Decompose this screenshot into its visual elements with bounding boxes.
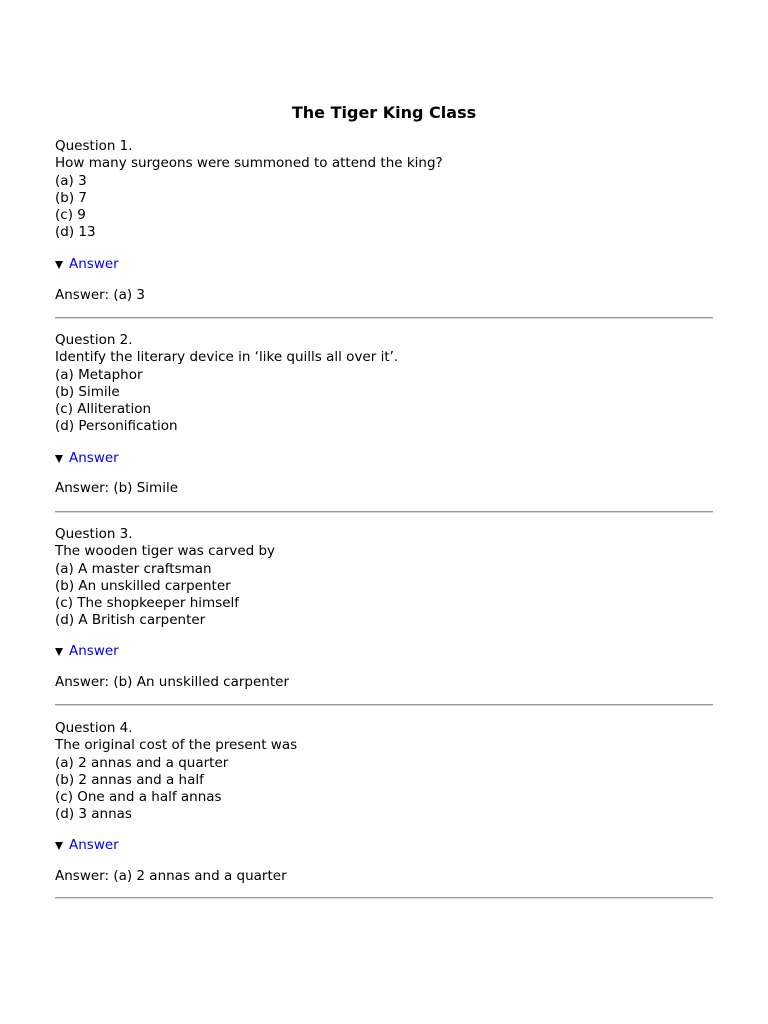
option-b: (b) Simile [55,383,120,400]
question-text: How many surgeons were summoned to attend the king? [55,155,443,172]
option-a: (a) 2 annas and a quarter [55,754,229,771]
question-label: Question 3. [55,526,133,542]
question-3-block [55,526,713,630]
answer-text-4: Answer: (a) 2 annas and a quarter [55,868,287,884]
option-a: (a) Metaphor [55,366,143,383]
disclosure-triangle-icon [55,455,63,463]
option-b: (b) 7 [55,189,87,206]
option-b: (b) 2 annas and a half [55,771,204,788]
option-c: (c) 9 [55,207,86,223]
option-d: (d) 13 [55,224,96,241]
question-label: Question 1. [55,138,133,154]
option-b: (b) An unskilled carpenter [55,577,231,594]
question-2-block [55,332,713,436]
answer-toggle-label: Answer [69,837,119,853]
option-d: (d) Personification [55,418,178,435]
page-title: The Tiger King Class [291,103,477,122]
question-1-block [55,138,713,242]
question-text: Identify the literary device in ‘like quills all over it’. [55,349,399,366]
divider [55,704,713,706]
option-c: (c) One and a half annas [55,789,222,805]
option-c: (c) Alliteration [55,401,152,417]
divider [55,317,713,319]
answer-toggle-2[interactable] [55,450,119,467]
disclosure-triangle-icon [55,648,63,656]
disclosure-triangle-icon [55,261,63,269]
answer-toggle-label: Answer [69,450,119,466]
answer-toggle-label: Answer [69,643,119,659]
option-d: (d) 3 annas [55,806,132,823]
option-a: (a) A master craftsman [55,560,212,577]
answer-text-1: Answer: (a) 3 [55,287,146,303]
question-4-block [55,720,713,824]
question-label: Question 2. [55,332,133,348]
question-label: Question 4. [55,720,133,736]
answer-text-3: Answer: (b) An unskilled carpenter [55,674,290,690]
answer-toggle-3[interactable] [55,643,119,660]
divider [55,897,713,899]
option-d: (d) A British carpenter [55,612,206,629]
question-text: The original cost of the present was [55,737,298,754]
answer-text-2: Answer: (b) Simile [55,480,178,496]
answer-toggle-label: Answer [69,256,119,272]
divider [55,511,713,513]
answer-toggle-4[interactable] [55,837,119,854]
option-c: (c) The shopkeeper himself [55,595,240,611]
question-text: The wooden tiger was carved by [55,543,276,560]
answer-toggle-1[interactable] [55,256,119,273]
option-a: (a) 3 [55,172,87,189]
disclosure-triangle-icon [55,842,63,850]
